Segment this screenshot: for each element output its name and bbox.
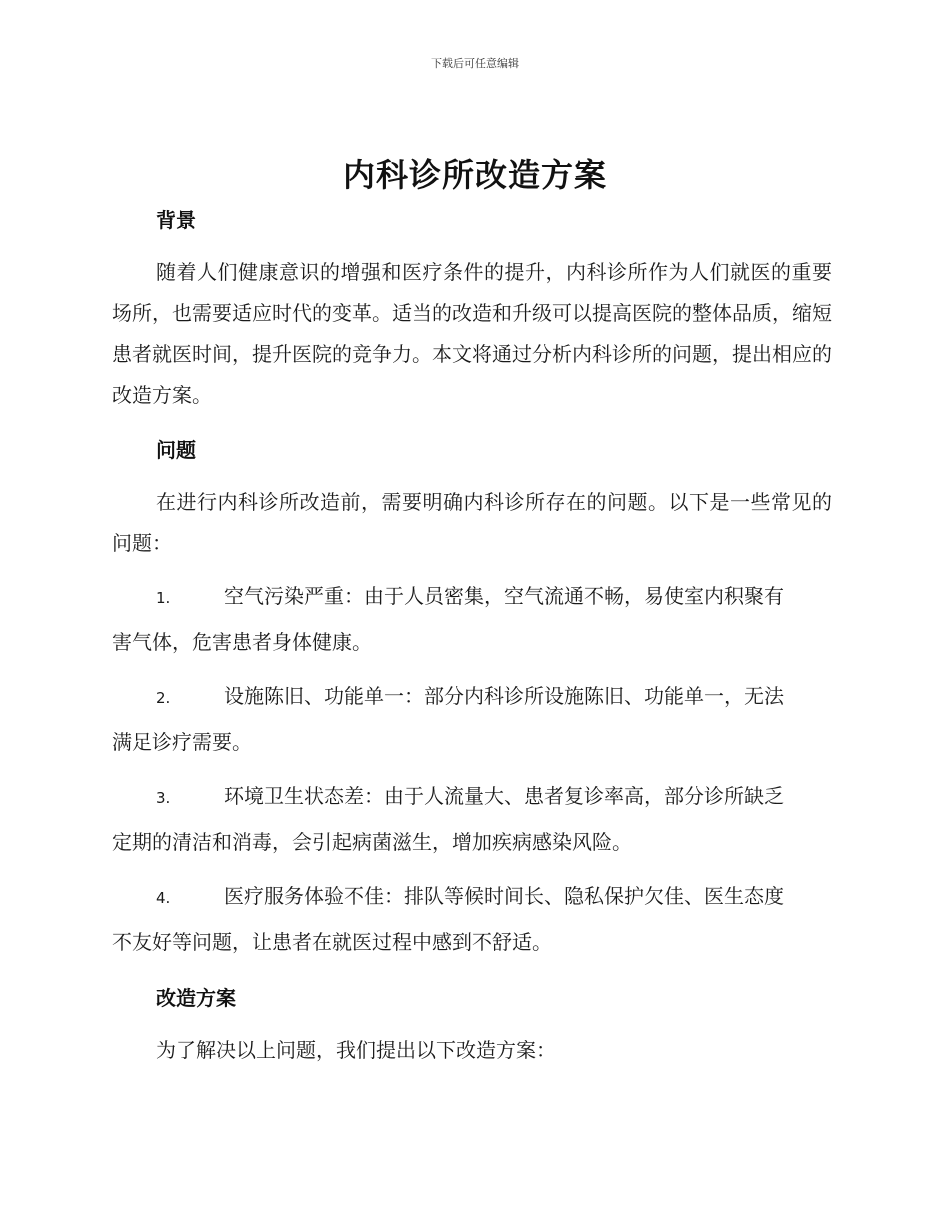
list-item [112,774,832,864]
list-item-text: 设施陈旧、功能单一：部分内科诊所设施陈旧、功能单一，无法 [224,684,784,708]
list-item-number: 4. [156,889,171,907]
problems-intro: 在进行内科诊所改造前，需要明确内科诊所存在的问题。以下是一些常见的问题： [112,490,832,555]
list-item-number: 1. [156,589,171,607]
list-item [112,674,832,764]
list-item-text-continued: 害气体，危害患者身体健康。 [112,630,372,654]
list-item-text-continued: 定期的清洁和消毒，会引起病菌滋生，增加疾病感染风险。 [112,830,632,854]
section-heading-background: 背景 [156,208,196,232]
list-item-text: 医疗服务体验不佳：排队等候时间长、隐私保护欠佳、医生态度 [224,884,784,908]
list-item-text: 环境卫生状态差：由于人流量大、患者复诊率高，部分诊所缺乏 [224,784,784,808]
background-paragraph: 随着人们健康意识的增强和医疗条件的提升，内科诊所作为人们就医的重要场所，也需要适应时代的变革。适当的改造和升级可以提高医院的整体品质，缩短患者就医时间，提升医院的竞争力。本文将通过分析内科诊所的问题，提出相应的改造方案。 [112,260,832,407]
list-item-text: 空气污染严重：由于人员密集，空气流通不畅，易使室内积聚有 [224,584,784,608]
section-heading-problems: 问题 [156,438,196,462]
list-item [112,874,832,964]
section-heading-plan: 改造方案 [156,986,236,1010]
list-item [112,574,832,664]
list-item-text-continued: 不友好等问题，让患者在就医过程中感到不舒适。 [112,930,552,954]
document-body [112,200,832,1071]
document-title: 内科诊所改造方案 [342,156,607,194]
header-note: 下载后可任意编辑 [431,57,519,70]
list-item-number: 2. [156,689,171,707]
list-item-text-continued: 满足诊疗需要。 [112,730,252,754]
list-item-number: 3. [156,789,171,807]
plan-intro: 为了解决以上问题，我们提出以下改造方案： [156,1038,556,1062]
